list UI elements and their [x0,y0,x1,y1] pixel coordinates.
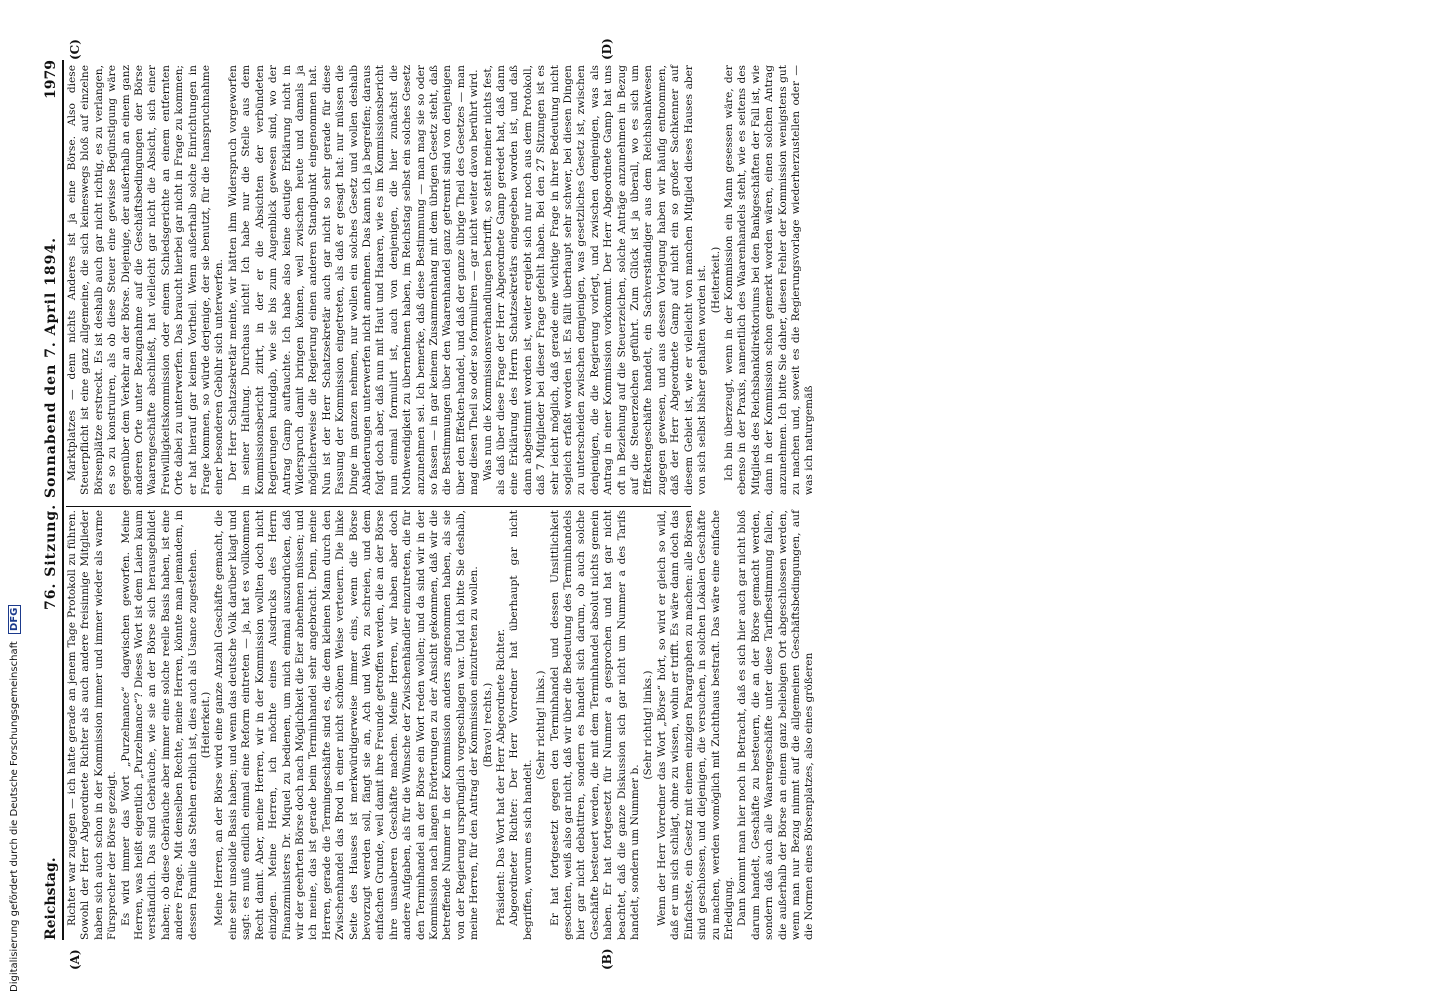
page-number: 1979 [43,60,59,99]
interjection: (Sehr richtig! links.) [535,670,548,780]
paragraph: Dann kommt man hier noch in Betracht, daß es sich hier auch gar nicht bloß darum handelt, Geschäfte zu besteuern, die an der Börse gemacht werden, sondern daß auch alle Waarengeschäfte unter diese Tarifbestimmung fallen, die außerhalb der Börse an einem ganz beliebigen Ort abgeschlossen werden, wenn man nur Bezug nimmt auf die allgemeinen Geschäftsbedingungen, auf die Normen eines Börsenplatzes, also eines größeren [736,510,816,940]
paragraph: Marktplatzes — denn nichts Anderes ist ja eine Börse. Also diese Steuerpflicht ist eine ganz allgemeine, die sich keineswegs bloß auf einzelne Börsenplätze erstreckt. Es ist deshalb auch gar nicht richtig, es zu verlangen, es so zu konstruiren, als ob diese Steuer eine gewisse Begünstigung wäre gegenüber dem Verkehr an der Börse. Diejenige, der außerhalb an einem ganz anderen Orte unter Bezugnahme auf die Geschäftsbedingungen der Börse Waarengeschäfte abschließt, hat vielleicht gar nicht die Absicht, sich einer Freiwilligkeitskommission oder einem Schiedsgerichte an einem entfernten Orte dabei zu unterwerfen. Das braucht hierbei gar nicht in Frage zu kommen; er hat hierauf gar keinen Vortheil. Wenn außerhalb solche Einrichtungen in Frage kommen, so würde derjenige, der sie benutzt, für die Inanspruchnahme einer besonderen Gebühr sich unterwerfen. [66,65,226,495]
text-column-left [66,509,816,940]
interjection: (Heiterkeit.) [709,246,722,314]
page-header [40,60,64,940]
interjection: (Heiterkeit.) [200,691,213,759]
speaker-paragraph: Präsident: Das Wort hat der Herr Abgeordnete Richter. [495,628,507,926]
interjection: (Bravo! rechts.) [481,682,494,768]
footer-text: Digitalisierung gefördert durch die Deutsche Forschungsgemeinschaft [9,641,20,992]
paragraph: Wenn der Herr Vorredner das Wort „Börse“ hört, so wird er gleich so wild, daß er um sich schlägt, ohne zu wissen, wohin er trifft. Es wäre dann doch das Einfachste, ein Gesetz mit einem einzigen Paragraphen zu machen: alle Börsen sind geschlossen, und diejenigen, die versuchen, in solchen Lokalen Geschäfte zu machen, werden womöglich mit Zuchthaus bestraft. Das wäre eine einfache Erledigung. [655,510,735,940]
margin-mark-b: (B) [600,948,614,970]
margin-mark-d: (D) [600,38,614,60]
paragraph: Richter war zugegen — ich hatte gerade an jenem Tage Protokoll zu führen. Sowohl der Herr Abgeordnete Richter als auch andere freisinnige Mitglieder haben sich auch schon in der Kommission immer und immer wieder als warme Fürsprecher der Börse gezeigt. [66,510,119,940]
dfg-logo: DFG [8,605,21,634]
paragraph: Der Herr Schatzsekretär meinte, wir hätten ihm Widerspruch vorgeworfen in seiner Haltung. Durchaus nicht! Ich habe nur die Stelle aus dem Kommissionsbericht zitirt, in der er die Absichten der verbündeten Regierungen kundgab, wie sie bis zum Augenblick gewesen sind, wo der Antrag Gamp auftauchte. Ich habe also keine deutige Erklärung nicht in Widerspruch damit bringen können, weil zwischen heute und damals ja möglicherweise die Regierung einen anderen Standpunkt eingenommen hat. Nun ist der Herr Schatzsekretär auch gar nicht so sehr gerade für diese Fassung der Kommission eingetreten, als daß er gesagt hat: nur müssen die Dinge im ganzen nehmen, nur wollen ein solches Gesetz und wollen deshalb Abänderungen unterwerfen nicht annehmen. Das kann ich ja begreifen; daraus folgt doch aber, daß nun mit Haut und Haaren, wie es im Kommissionsbericht nun einmal formulirt ist, auch von denjenigen, die hier zunächst die Nothwendigkeit zu übernehmen haben, im Reichstag selbst ein solches Gesetz anzunehmen sei. Ich bemerke, daß diese Bestimmung — man mag sie so oder so fassen — in gar keinem Zusammenhang mit dem übrigen Gesetz steht, daß die Bestimmungen über den Waarenhandel ganz getrennt sind von denjenigen über den Effekten-handel, und daß der ganze übrige Theil des Gesetzes — man mag diesen Theil so oder so formuliren — gar nicht weiter davon berührt wird. [226,65,481,495]
column-divider [66,506,691,507]
margin-mark-c: (C) [68,39,82,60]
header-left: Reichstag. [43,857,59,940]
paragraph: Was nun die Kommissionsverhandlungen betrifft, so steht meiner nichts fest, als daß über diese Frage der Herr Abgeordnete Gamp geredet hat, daß dann eine Erklärung des Herrn Schatzsekretärs eingegeben worden ist, und daß dann abgestimmt worden ist, weiter ergiebt sich nur noch aus dem Protokoll, daß 7 Mitglieder bei dieser Frage gefehlt haben. Bei den 27 Sitzungen ist es sehr leicht möglich, daß gerade eine wichtige Frage in ihrer Bedeutung nicht sogleich erfaßt worden ist. Es fällt überhaupt sehr schwer, bei diesen Dingen zu unterscheiden zwischen demjenigen, was gesetzliches Gesetz ist, zwischen denjenigen, die die Regierung vorlegt, und zwischen demjenigen, was als Antrag in einer Kommission vorkommt. Der Herr Abgeordnete Gamp hat uns oft in Beziehung auf die Steuerzeichen, solche Anträge anzunehmen in Bezug auf die Steuerzeichen geführt. Zum Glück ist ja überall, wo es sich um Effektengeschäfte handelt, ein Sachverständiger aus dem Reichsbankwesen zugegen gewesen, und aus dessen Vorlegung haben wir häufig entnommen, daß der Herr Abgeordnete Gamp auf nicht ein so großer Sachkenner auf diesem Gebiet ist, wie er vielleicht von manchen Mitglied dieses Hauses aber von sich selbst bisher gehalten worden ist. [481,65,709,495]
paragraph: Es wird immer das Wort „Purzelmance“ dagwischen geworfen. Meine Herren, was heißt eigentlich „Purzelmance“? Dieses Wort ist dem Laien kaum verständlich. Das sind Gebräuche, wie sie an der Börse sich herausgebildet haben; ob diese Gebräuche aber immer eine solche reelle Basis haben, ist eine andere Frage. Mit denselben Rechte, meine Herren, könnte man jemandem, in dessen Familie das Stehlen erblich ist, dies auch als Usance zugestehen. [119,510,199,940]
digitization-footer [8,92,21,992]
paragraph: Meine Herren, an der Börse wird eine ganze Anzahl Geschäfte gemacht, die eine sehr unsolide Basis haben; und wenn das deutsche Volk darüber klagt und sagt: es muß endlich einmal eine Reform eintreten — ja, hat es vollkommen Recht damit. Aber, meine Herren, wir in der Kommission wollten doch nicht einzigen. Meine Herren, ich möchte eines Ausdrucks des Herrn Finanzministers Dr. Miquel zu bedienen, um mich einmal auszudrücken, daß wir der geehrten Börse doch nach Möglichkeit die Eier abnehmen müssen; und ich meine, das ist gerade beim Terminhandel sehr angebracht. Denn, meine Herren, gerade die Termingeschäfte sind es, die dem kleinen Mann durch den Zwischenhandel das Brod in einer nicht schönen Weise verteuern. Die linke Seite des Hauses ist merkwürdigerweise immer eins, wenn die Börse bevorzugt werden soll, fängt sie an, Ach und Weh zu schreien, und dem einfachen Grunde, weil damit ihre Freunde getroffen werden, die an der Börse ihre unsauberen Geschäfte machen. Meine Herren, wir haben aber doch andere Aufgaben, als für die Wünsche der Zwischenhändler einzutreten, die für den Terminhandel an der Börse ein Wort reden wollen; und da sind wir in der Kommission nach langen Erörterungen zu der Ansicht gekommen, daß wir die betreffende Nummer in der Kommission anders angenommen haben, als sie von der Regierung ursprünglich vorgeschlagen war. Und ich bitte Sie deshalb, meine Herren, für den Antrag der Kommission einzutreten zu wollen. [213,509,481,940]
paragraph: Er hat fortgesetzt gegen den Terminhandel und dessen Unsittlichkeit gesochten, weiß also gar nicht, daß wir über die Bedeutung des Terminhandels hier gar nicht debattiren, sondern es handelt sich darum, ob auch solche Geschäfte besteuert werden, die mit dem Terminhandel absolut nichts gemein haben. Er hat fortgesetzt für Nummer a gesprochen und hat gar nicht beachtet, daß die ganze Diskussion sich gar nicht um Nummer a des Tarifs handelt, sondern um Nummer b. [548,510,642,940]
speaker-paragraph: Abgeordneter Richter: Der Herr Vorredner hat überhaupt gar nicht begriffen, worum es sich handelt. [508,510,534,940]
paragraph: Ich bin überzeugt, wenn in der Kommission ein Mann gesessen wäre, der ebenso in der Praxis, namentlich des Waarenhandels steht, wie es seitens des Mitglieds des Reichsbankdirektoriums bei den Bankgeschäften der Fall ist, wie dann in der Kommission schon gemerkt worden wären, einen solchen Antrag anzunehmen. Ich bitte Sie daher, diesen Fehler der Kommission wenigstens gut zu machen und, soweit es die Regierungsvorlage wiederherzustellen oder — was ich naturgemäß [722,65,816,495]
interjection: (Sehr richtig! links.) [642,670,655,780]
margin-mark-a: (A) [68,949,82,970]
header-center: 76. Sitzung. Sonnabend den 7. April 1894. [43,236,59,610]
text-column-right [66,65,816,495]
